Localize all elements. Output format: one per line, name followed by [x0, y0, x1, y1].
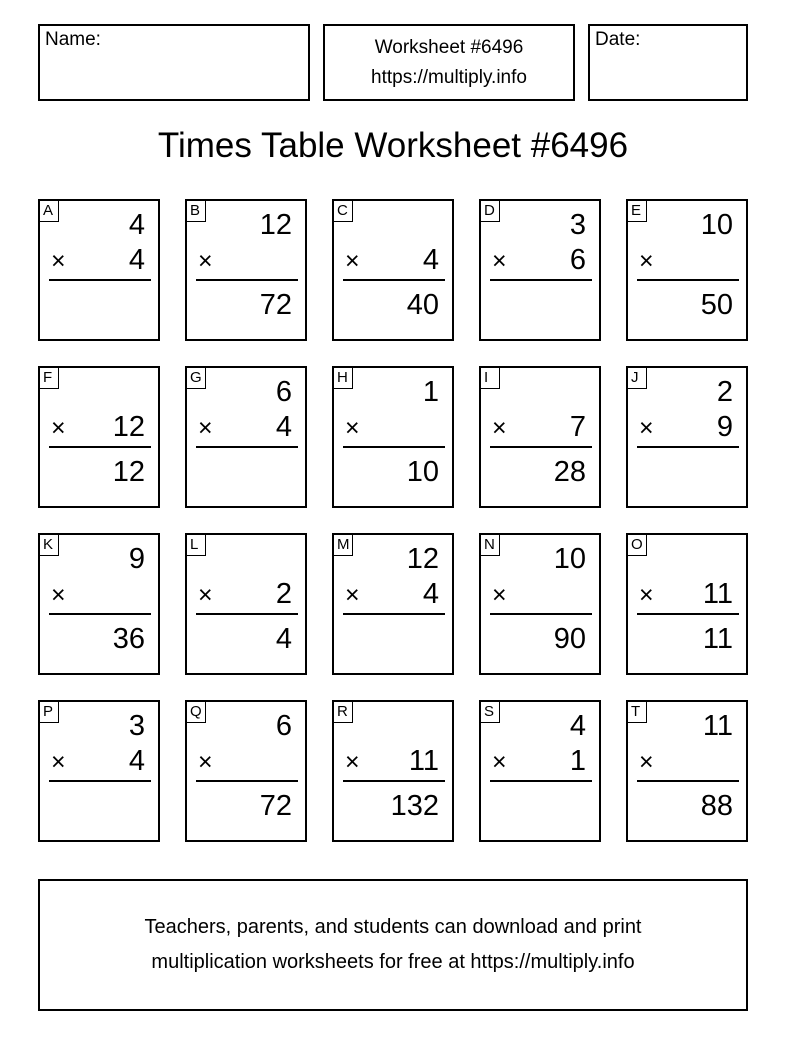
bottom-operand: 12 — [112, 411, 145, 443]
answer: 4 — [275, 623, 292, 655]
answer-rule — [637, 613, 739, 615]
answer: 90 — [553, 623, 586, 655]
times-sign: × — [345, 247, 360, 275]
problem-card — [332, 533, 454, 675]
problem-letter: M — [334, 535, 353, 556]
answer: 12 — [112, 456, 145, 488]
problem-letter: G — [187, 368, 206, 389]
bottom-operand: 11 — [702, 578, 733, 610]
name-label: Name: — [45, 29, 101, 50]
problem-letter: R — [334, 702, 353, 723]
top-operand: 2 — [716, 376, 733, 408]
bottom-operand: 4 — [422, 578, 439, 610]
answer-rule — [343, 446, 445, 448]
problem-letter: O — [628, 535, 647, 556]
answer-rule — [343, 279, 445, 281]
answer-rule — [637, 279, 739, 281]
top-operand: 1 — [422, 376, 439, 408]
times-sign: × — [639, 247, 654, 275]
answer-rule — [637, 446, 739, 448]
answer: 40 — [406, 289, 439, 321]
top-operand: 4 — [128, 209, 145, 241]
problem-letter: Q — [187, 702, 206, 723]
answer: 10 — [406, 456, 439, 488]
times-sign: × — [639, 581, 654, 609]
times-sign: × — [51, 581, 66, 609]
times-sign: × — [492, 414, 507, 442]
page-title: Times Table Worksheet #6496 — [157, 126, 629, 165]
problem-letter: A — [40, 201, 59, 222]
problem-card — [626, 533, 748, 675]
answer: 72 — [259, 289, 292, 321]
top-operand: 6 — [275, 710, 292, 742]
problem-card — [332, 700, 454, 842]
bottom-operand: 4 — [275, 411, 292, 443]
worksheet-url: https://multiply.info — [371, 67, 527, 88]
times-sign: × — [198, 581, 213, 609]
problem-letter: P — [40, 702, 59, 723]
problem-card — [38, 199, 160, 341]
times-sign: × — [51, 748, 66, 776]
problem-letter: B — [187, 201, 206, 222]
problem-card — [185, 533, 307, 675]
bottom-operand: 4 — [128, 244, 145, 276]
top-operand: 4 — [569, 710, 586, 742]
footer-box — [38, 879, 748, 1011]
problem-card — [479, 700, 601, 842]
answer-rule — [637, 780, 739, 782]
answer: 88 — [700, 790, 733, 822]
bottom-operand: 6 — [569, 244, 586, 276]
answer: 28 — [553, 456, 586, 488]
problem-letter: L — [187, 535, 206, 556]
bottom-operand: 7 — [569, 411, 586, 443]
bottom-operand: 9 — [716, 411, 733, 443]
top-operand: 10 — [700, 209, 733, 241]
times-sign: × — [492, 581, 507, 609]
problem-card — [626, 700, 748, 842]
bottom-operand: 4 — [128, 745, 145, 777]
answer-rule — [343, 780, 445, 782]
bottom-operand: 11 — [408, 745, 439, 777]
footer-line-2: multiplication worksheets for free at https://multiply.info — [151, 951, 635, 973]
times-sign: × — [198, 247, 213, 275]
problem-letter: H — [334, 368, 353, 389]
problem-card — [479, 366, 601, 508]
answer-rule — [49, 613, 151, 615]
times-sign: × — [345, 748, 360, 776]
top-operand: 12 — [259, 209, 292, 241]
times-sign: × — [492, 247, 507, 275]
problem-letter: D — [481, 201, 500, 222]
top-operand: 9 — [128, 543, 145, 575]
date-label: Date: — [595, 29, 641, 50]
top-operand: 3 — [569, 209, 586, 241]
times-sign: × — [639, 414, 654, 442]
top-operand: 12 — [406, 543, 439, 575]
answer-rule — [196, 279, 298, 281]
answer-rule — [196, 446, 298, 448]
problem-card — [185, 199, 307, 341]
problem-letter: C — [334, 201, 353, 222]
answer-rule — [196, 780, 298, 782]
problem-card — [185, 700, 307, 842]
answer-rule — [49, 780, 151, 782]
problem-card — [626, 199, 748, 341]
times-sign: × — [639, 748, 654, 776]
times-sign: × — [345, 581, 360, 609]
top-operand: 10 — [553, 543, 586, 575]
worksheet-number: Worksheet #6496 — [374, 37, 524, 58]
problem-letter: S — [481, 702, 500, 723]
footer-line-1: Teachers, parents, and students can download and print — [144, 916, 642, 938]
problem-card — [185, 366, 307, 508]
problem-card — [38, 533, 160, 675]
bottom-operand: 1 — [569, 745, 586, 777]
answer-rule — [490, 780, 592, 782]
times-sign: × — [51, 247, 66, 275]
problem-card — [332, 199, 454, 341]
top-operand: 11 — [702, 710, 733, 742]
problem-letter: E — [628, 201, 647, 222]
answer: 132 — [390, 790, 439, 822]
name-field-box[interactable] — [38, 24, 310, 101]
worksheet-info-box — [323, 24, 575, 101]
answer-rule — [49, 446, 151, 448]
answer: 11 — [702, 623, 733, 655]
answer-rule — [49, 279, 151, 281]
answer-rule — [196, 613, 298, 615]
times-sign: × — [492, 748, 507, 776]
problem-card — [479, 199, 601, 341]
times-sign: × — [198, 414, 213, 442]
top-operand: 3 — [128, 710, 145, 742]
answer: 36 — [112, 623, 145, 655]
date-field-box[interactable] — [588, 24, 748, 101]
times-sign: × — [198, 748, 213, 776]
problem-card — [479, 533, 601, 675]
answer-rule — [490, 446, 592, 448]
problem-letter: K — [40, 535, 59, 556]
problem-letter: T — [628, 702, 647, 723]
problem-letter: I — [481, 368, 500, 389]
times-sign: × — [51, 414, 66, 442]
problem-card — [626, 366, 748, 508]
problem-card — [38, 700, 160, 842]
top-operand: 6 — [275, 376, 292, 408]
problem-card — [38, 366, 160, 508]
answer-rule — [490, 279, 592, 281]
answer-rule — [490, 613, 592, 615]
answer: 72 — [259, 790, 292, 822]
times-sign: × — [345, 414, 360, 442]
problem-letter: N — [481, 535, 500, 556]
problem-card — [332, 366, 454, 508]
answer-rule — [343, 613, 445, 615]
answer: 50 — [700, 289, 733, 321]
problem-letter: F — [40, 368, 59, 389]
bottom-operand: 2 — [275, 578, 292, 610]
problem-letter: J — [628, 368, 647, 389]
bottom-operand: 4 — [422, 244, 439, 276]
